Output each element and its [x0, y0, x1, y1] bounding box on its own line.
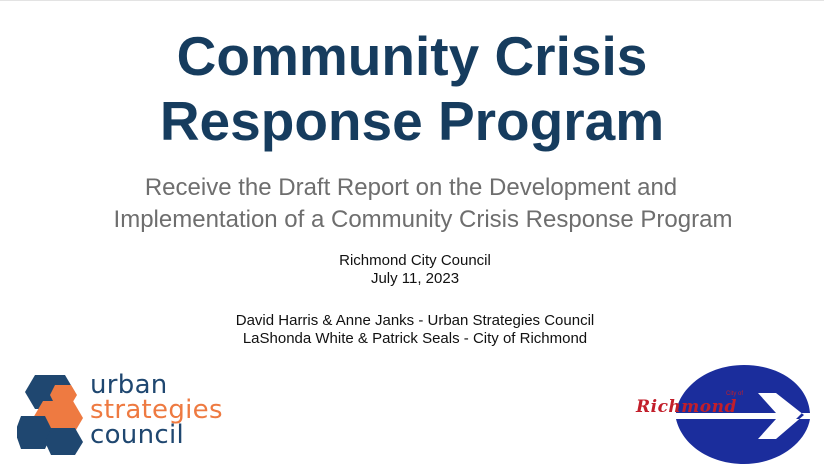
meeting-date: July 11, 2023 [370, 270, 460, 287]
title-line-2: Response Program [159, 90, 665, 152]
presenters-line-1: David Harris & Anne Janks - Urban Strategies Council [235, 312, 595, 329]
subtitle-line-2: Implementation of a Community Crisis Response Program [113, 206, 733, 233]
usc-word-urban: urban [90, 370, 168, 400]
subtitle-line-1: Receive the Draft Report on the Development and [144, 174, 678, 201]
hexagon-mark-icon [17, 375, 83, 455]
richmond-city-of-text: City of [726, 391, 744, 397]
presenters-line-2: LaShonda White & Patrick Seals - City of Richmond [242, 330, 588, 347]
usc-word-council: council [90, 420, 185, 450]
urban-strategies-council-wordmark [90, 370, 223, 450]
title-line-1: Community Crisis [176, 25, 648, 87]
usc-word-strategies: strategies [90, 395, 223, 425]
meeting-body: Richmond City Council [339, 252, 491, 269]
richmond-wordmark: Richmond [636, 397, 737, 417]
